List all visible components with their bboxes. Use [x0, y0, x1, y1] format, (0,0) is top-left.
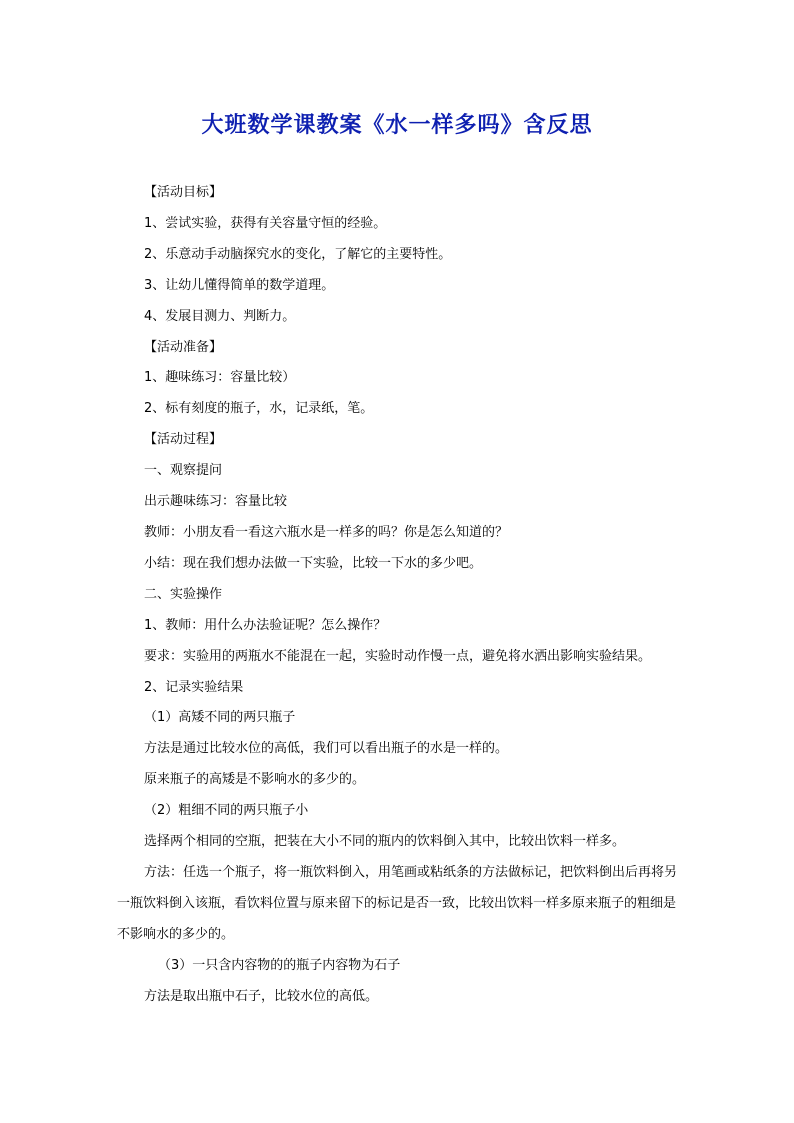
goal-item: 2、乐意动手动脑探究水的变化，了解它的主要特性。 — [144, 246, 452, 262]
process-subheading: 二、实验操作 — [144, 586, 223, 602]
preparation-item: 2、标有刻度的瓶子，水，记录纸，笔。 — [144, 401, 374, 417]
document-title: 大班数学课教案《水一样多吗》含反思 — [201, 112, 593, 138]
paragraph: 原来瓶子的高矮是不影响水的多少的。 — [144, 772, 366, 788]
paragraph-wrapped: 方法：任选一个瓶子，将一瓶饮料倒入，用笔画或粘纸条的方法做标记，把饮料倒出后再将另一瓶饮料倒入该瓶，看饮料位置与原来留下的标记是否一致，比较出饮料一样多原来瓶子的粗细是不影响水的多少的。 — [117, 864, 678, 942]
paragraph: 小结：现在我们想办法做一下实验，比较一下水的多少吧。 — [144, 555, 483, 571]
paragraph: 要求：实验用的两瓶水不能混在一起，实验时动作慢一点，避免将水洒出影响实验结果。 — [144, 648, 652, 664]
paragraph: 出示趣味练习：容量比较 — [144, 494, 288, 510]
paragraph: 1、教师：用什么办法验证呢？怎么操作？ — [144, 617, 387, 633]
paragraph: 教师：小朋友看一看这六瓶水是一样多的吗？你是怎么知道的？ — [144, 524, 509, 540]
section-heading-goals: 【活动目标】 — [144, 185, 223, 200]
paragraph: 方法是取出瓶中石子，比较水位的高低。 — [144, 988, 379, 1004]
preparation-item: 1、趣味练习：容量比较） — [144, 370, 296, 386]
section-heading-process: 【活动过程】 — [144, 432, 223, 448]
experiment-item: （1）高矮不同的两只瓶子 — [144, 710, 296, 726]
goal-item: 1、尝试实验，获得有关容量守恒的经验。 — [144, 215, 387, 231]
paragraph: 方法是通过比较水位的高低，我们可以看出瓶子的水是一样的。 — [144, 741, 509, 757]
document-body — [117, 178, 682, 1012]
paragraph: 选择两个相同的空瓶，把装在大小不同的瓶内的饮料倒入其中，比较出饮料一样多。 — [144, 834, 626, 850]
experiment-item: （3）一只含内容物的的瓶子内容物为石子 — [158, 957, 401, 973]
process-subheading: 一、观察提问 — [144, 463, 223, 479]
section-heading-preparation: 【活动准备】 — [144, 339, 223, 355]
experiment-item: （2）粗细不同的两只瓶子小 — [144, 803, 309, 819]
goal-item: 3、让幼儿懂得简单的数学道理。 — [144, 277, 335, 293]
paragraph: 2、记录实验结果 — [144, 679, 244, 695]
goal-item: 4、发展目测力、判断力。 — [144, 308, 296, 324]
